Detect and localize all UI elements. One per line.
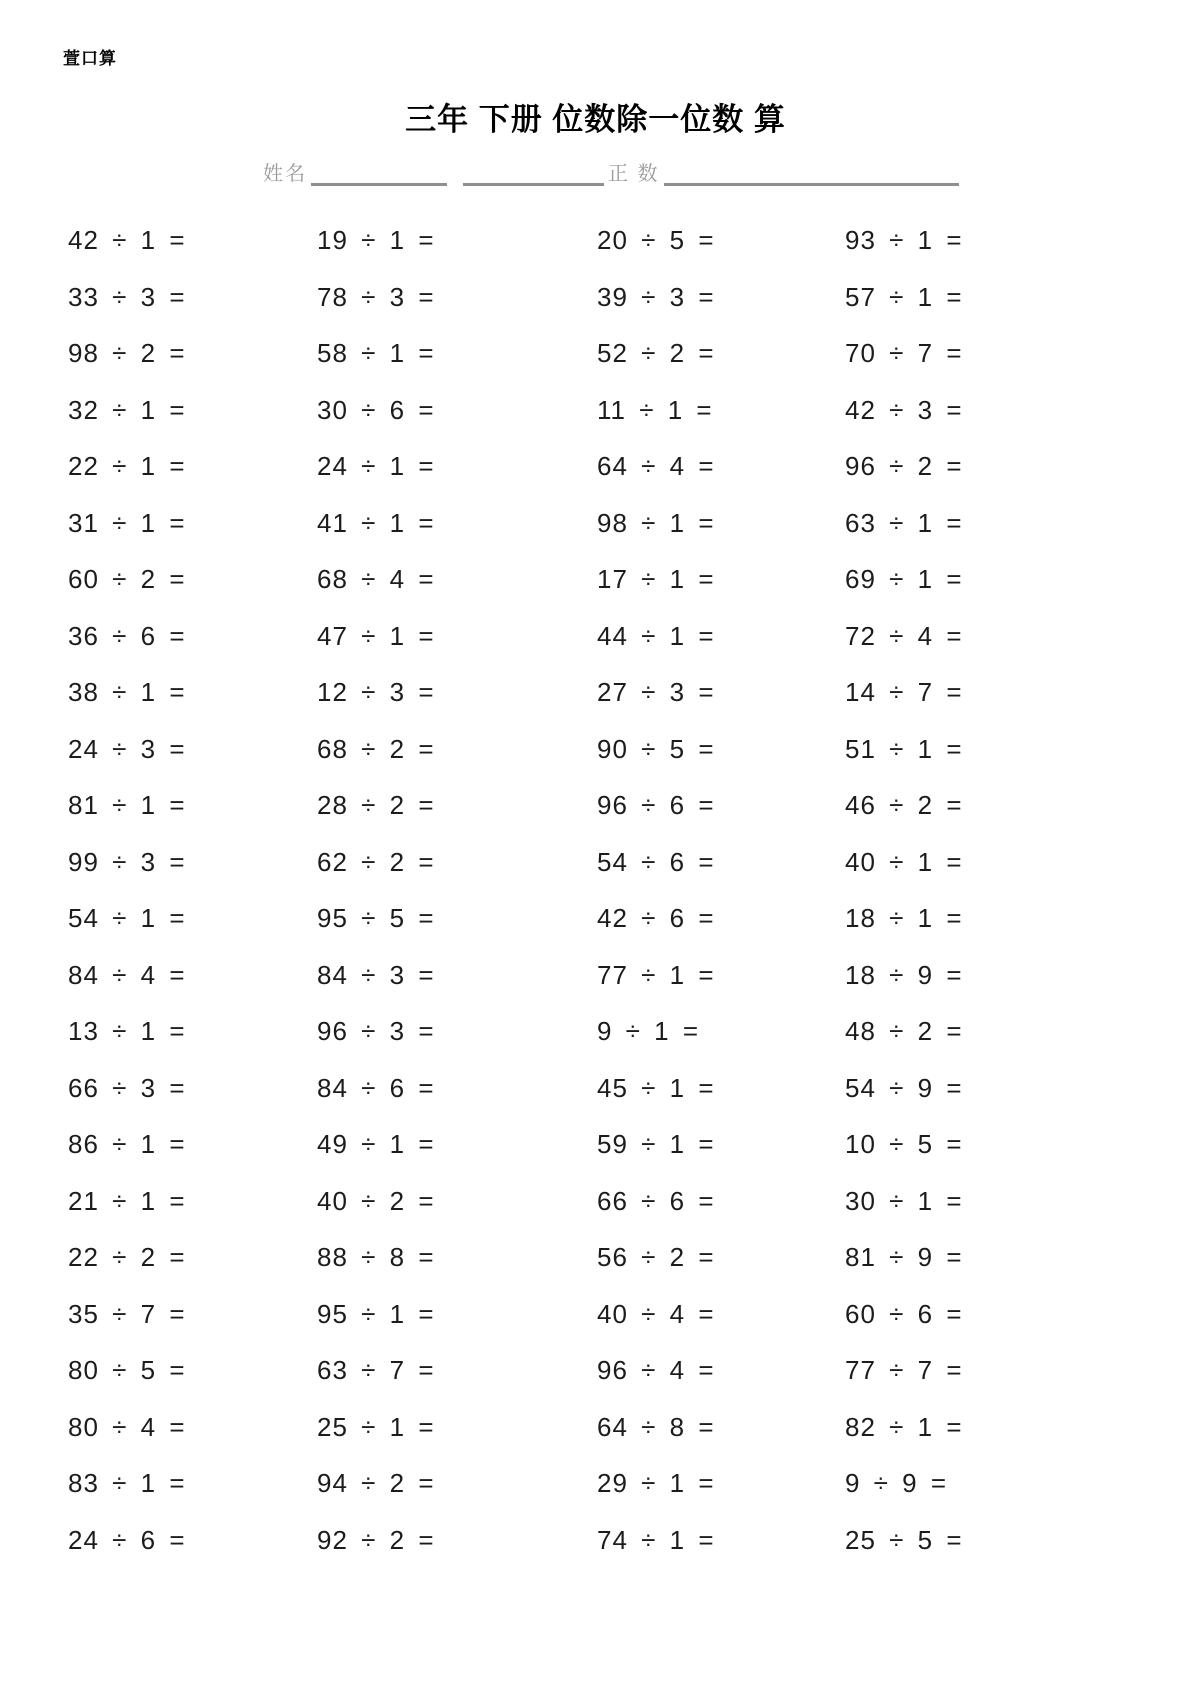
problem: 42 ÷ 6 = [597,903,715,933]
problem: 88 ÷ 8 = [317,1242,435,1272]
problem: 72 ÷ 4 = [845,620,963,651]
problem: 81 ÷ 9 = [845,1242,963,1272]
problem: 60 ÷ 2 = [68,564,186,594]
problem: 25 ÷ 1 = [317,1411,435,1442]
problem: 68 ÷ 2 = [317,733,435,764]
problem: 74 ÷ 1 = [597,1524,715,1555]
problem: 98 ÷ 2 = [68,338,186,368]
problem: 99 ÷ 3 = [68,846,186,877]
problem: 56 ÷ 2 = [597,1242,715,1272]
problem: 80 ÷ 4 = [68,1411,186,1442]
problem: 40 ÷ 2 = [317,1185,435,1216]
problem: 84 ÷ 3 = [317,959,435,990]
problem: 98 ÷ 1 = [597,507,715,538]
problem: 57 ÷ 1 = [845,281,963,312]
problem: 83 ÷ 1 = [68,1468,186,1498]
problem: 33 ÷ 3 = [68,281,186,312]
problem: 54 ÷ 9 = [845,1072,963,1103]
problem: 24 ÷ 6 = [68,1524,186,1555]
problem: 36 ÷ 6 = [68,620,186,651]
problem: 28 ÷ 2 = [317,790,435,820]
problem: 44 ÷ 1 = [597,620,715,651]
problem: 78 ÷ 3 = [317,281,435,312]
problem: 18 ÷ 1 = [845,903,963,933]
problem: 49 ÷ 1 = [317,1129,435,1159]
problem: 96 ÷ 3 = [317,1016,435,1046]
problem: 84 ÷ 4 = [68,959,186,990]
problem: 58 ÷ 1 = [317,338,435,368]
problem: 27 ÷ 3 = [597,677,715,707]
name-blank-line [311,171,447,186]
problem: 12 ÷ 3 = [317,677,435,707]
problem: 22 ÷ 2 = [68,1242,186,1272]
problem: 47 ÷ 1 = [317,620,435,651]
problem: 41 ÷ 1 = [317,507,435,538]
problem: 66 ÷ 3 = [68,1072,186,1103]
problem: 39 ÷ 3 = [597,281,715,312]
problem: 45 ÷ 1 = [597,1072,715,1103]
problem: 46 ÷ 2 = [845,790,963,820]
problem: 14 ÷ 7 = [845,677,963,707]
problem: 94 ÷ 2 = [317,1468,435,1498]
problem: 63 ÷ 1 = [845,507,963,538]
problem: 59 ÷ 1 = [597,1129,715,1159]
problem: 54 ÷ 1 = [68,903,186,933]
problem: 24 ÷ 1 = [317,451,435,481]
problem: 9 ÷ 9 = [845,1468,948,1498]
problem-grid [68,227,1128,1583]
problem: 68 ÷ 4 = [317,564,435,594]
problem: 84 ÷ 6 = [317,1072,435,1103]
name-label: 姓名 [263,163,307,185]
problem: 77 ÷ 1 = [597,959,715,990]
problem: 10 ÷ 5 = [845,1129,963,1159]
problem: 19 ÷ 1 = [317,225,435,255]
problem: 62 ÷ 2 = [317,846,435,877]
problem: 20 ÷ 5 = [597,225,715,255]
problem: 63 ÷ 7 = [317,1355,435,1385]
problem: 35 ÷ 7 = [68,1298,186,1329]
problem: 42 ÷ 1 = [68,225,186,255]
score-blank-line-left [463,171,604,186]
problem: 96 ÷ 4 = [597,1355,715,1385]
problem: 64 ÷ 4 = [597,451,715,481]
problem: 48 ÷ 2 = [845,1016,963,1046]
problem: 40 ÷ 4 = [597,1298,715,1329]
problem: 32 ÷ 1 = [68,394,186,425]
problem: 21 ÷ 1 = [68,1185,186,1216]
problem: 96 ÷ 6 = [597,790,715,820]
problem: 86 ÷ 1 = [68,1129,186,1159]
problem: 9 ÷ 1 = [597,1016,700,1046]
problem: 70 ÷ 7 = [845,338,963,368]
problem: 25 ÷ 5 = [845,1524,963,1555]
problem: 42 ÷ 3 = [845,394,963,425]
problem: 30 ÷ 6 = [317,394,435,425]
problem: 52 ÷ 2 = [597,338,715,368]
problem: 93 ÷ 1 = [845,225,963,255]
problem: 81 ÷ 1 = [68,790,186,820]
problem: 51 ÷ 1 = [845,733,963,764]
problem: 82 ÷ 1 = [845,1411,963,1442]
problem: 66 ÷ 6 = [597,1185,715,1216]
problem: 92 ÷ 2 = [317,1524,435,1555]
problem: 17 ÷ 1 = [597,564,715,594]
problem: 90 ÷ 5 = [597,733,715,764]
problem: 64 ÷ 8 = [597,1411,715,1442]
problem: 18 ÷ 9 = [845,959,963,990]
problem: 13 ÷ 1 = [68,1016,186,1046]
page-title: 三年 下册 位数除一位数 算 [405,102,786,137]
problem: 31 ÷ 1 = [68,507,186,538]
problem: 54 ÷ 6 = [597,846,715,877]
problem: 24 ÷ 3 = [68,733,186,764]
problem: 29 ÷ 1 = [597,1468,715,1498]
name-score-row [263,162,959,186]
problem: 77 ÷ 7 = [845,1355,963,1385]
problem: 40 ÷ 1 = [845,846,963,877]
problem: 69 ÷ 1 = [845,564,963,594]
problem: 11 ÷ 1 = [597,394,713,425]
problem: 30 ÷ 1 = [845,1185,963,1216]
problem: 95 ÷ 1 = [317,1298,435,1329]
problem: 60 ÷ 6 = [845,1298,963,1329]
watermark-label: 萱口算 [63,49,117,68]
problem: 95 ÷ 5 = [317,903,435,933]
problem: 38 ÷ 1 = [68,677,186,707]
problem: 80 ÷ 5 = [68,1355,186,1385]
score-label: 正 数 [608,163,660,185]
problem: 96 ÷ 2 = [845,451,963,481]
score-blank-line-right [664,171,959,186]
problem: 22 ÷ 1 = [68,451,186,481]
